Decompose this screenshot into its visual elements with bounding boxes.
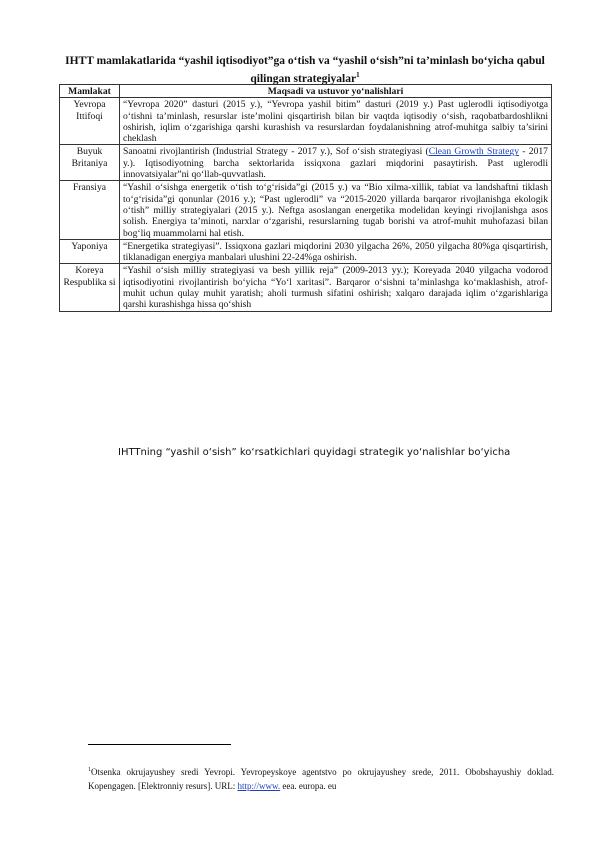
header-goals: Maqsadi va ustuvor yo‘nalishlari (120, 85, 552, 98)
country-cell: Yaponiya (60, 239, 120, 264)
title-footnote-mark: 1 (356, 71, 360, 79)
description-cell (120, 145, 552, 181)
strategies-table (59, 84, 552, 312)
table-header-row (60, 85, 552, 98)
table-row (60, 264, 552, 311)
footnote (88, 763, 554, 793)
description-cell: “Yashil o‘sishga energetik o‘tish to‘g‘risida”gi (2015 y.) va “Bio xilma-xillik, tabiat va landshaftni tiklash to‘g‘risida”gi qonunlar (2016 y.); “Past uglerodli” va “2015-2020 yillarda barqaror rivojlanishga ekologik o‘tish” milliy strategiyalari (2015 y.). Neftga asoslangan energetika modelidan keyingi rivojlanishga asos solish. Energiya ta’minoti, narxlar o‘zgarishi, resurslarning tugab borishi va atrof-muhit muhofazasi bilan bog‘liq muammolarni hal etish. (120, 181, 552, 239)
page-title (60, 54, 550, 86)
description-text: Sanoatni rivojlantirish (Industrial Strategy - 2017 y.), Sof o‘sish strategiyasi ( (123, 146, 429, 158)
table-row (60, 98, 552, 145)
table-row (60, 145, 552, 181)
country-cell: Buyuk Britaniya (60, 145, 120, 181)
footnote-text: Otsenka okrujayushey sredi Yevropi. Yevropeyskoye agentstvo po okrujayushey srede, 2011. Obobshayushiy doklad. Kopengagen. [Elektronniy resurs]. URL: (88, 767, 554, 791)
country-cell: Yevropa Ittifoqi (60, 98, 120, 145)
title-text: IHTT mamlakatlarida “yashil iqtisodiyot”ga o‘tish va “yashil o‘sish”ni ta’minlash bo‘yicha qabul qilingan strategiyalar (65, 55, 545, 85)
clean-growth-strategy-link[interactable]: Clean Growth Strategy (428, 146, 519, 158)
description-cell: “Yashil o‘sish milliy strategiyasi va besh yillik reja” (2009-2013 yy.); Koreyada 2040 yilgacha vodorod iqtisodiyotini rivojlantirish bo‘yicha “Yo‘l xaritasi”. Barqaror o‘sishni ta’minlashga ko‘maklashish, atrof-muhit uchun qulay muhit yaratish; aholi turmush sifatini oshirish; xalqaro darajada iqlim o‘zgarishlariga qarshi kurashishga hissa qo‘shish (120, 264, 552, 311)
header-country: Mamlakat (60, 85, 120, 98)
footnote-mark: 1 (88, 767, 91, 773)
description-cell: “Energetika strategiyasi”. Issiqxona gazlari miqdorini 2030 yilgacha 26%, 2050 yilgacha 80%ga qisqartirish, tiklanadigan energiya manbalari ulushini 22-24%ga oshirish. (120, 239, 552, 264)
description-text: - 2017 y.). Iqtisodiyotning barcha sektorlarida issiqxona gazlari miqdorini pasaytirish. Past uglerodli innovatsiyalar”ni qo‘llab-quvvatlash. (123, 146, 548, 181)
country-cell: Koreya Respublika si (60, 264, 120, 311)
country-cell: Fransiya (60, 181, 120, 239)
table-row (60, 239, 552, 264)
table-row (60, 181, 552, 239)
footnote-text-end: eea. europa. eu (280, 781, 337, 791)
footnote-divider (88, 744, 231, 745)
footnote-url-link[interactable]: http://www. (237, 781, 281, 791)
caption-text: IHTTning “yashil o‘sish” ko‘rsatkichlari quyidagi strategik yo‘nalishlar bo‘yicha (118, 447, 511, 458)
description-cell: “Yevropa 2020” dasturi (2015 y.), “Yevropa yashil bitim” dasturi (2019 y.) Past uglerodli iqtisodiyotga o‘tishni ta’minlash, resurslar iste’molini qisqartirish bilan bir vaqtda iqtisodiy o‘sish, raqobatbardoshlikni oshirish, iqlim o‘zgarishiga qarshi kurashish va resurslardan foydalanishning atrof-muhitga salbiy ta’sirini cheklash (120, 98, 552, 145)
